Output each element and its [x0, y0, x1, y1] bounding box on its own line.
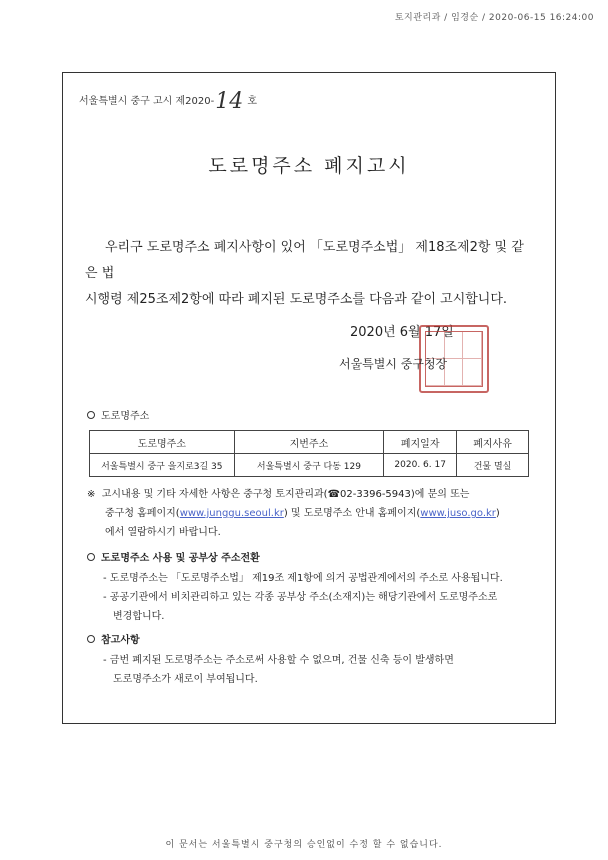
issuer-name: 서울특별시 중구청장 — [339, 357, 448, 371]
notes-item-1-line-1: - 금번 폐지된 도로명주소는 주소로써 사용할 수 없으며, 건물 신축 등이 발생하면 — [103, 655, 454, 666]
section-transition-heading: 도로명주소 사용 및 공부상 주소전환 — [87, 549, 260, 564]
section-notes-heading: 참고사항 — [87, 631, 140, 646]
transition-item-2-line-2: 변경합니다. — [113, 611, 165, 622]
document-frame — [62, 72, 556, 724]
reference-line-2: 중구청 홈페이지(www.junggu.seoul.kr) 및 도로명주소 안내 홈페이지(www.juso.go.kr) — [105, 508, 500, 519]
reference-note — [87, 485, 535, 542]
circle-bullet-icon — [87, 635, 95, 643]
intro-line-1: 우리구 도로명주소 폐지사항이 있어 「도로명주소법」 제18조제2항 및 같은 법 — [85, 240, 524, 281]
notes-item-1-line-2: 도로명주소가 새로이 부여됩니다. — [113, 674, 258, 685]
junggu-homepage-link[interactable]: www.junggu.seoul.kr — [179, 508, 284, 519]
reference-line-3: 에서 열람하시기 바랍니다. — [105, 527, 221, 538]
transition-item-2-line-1: - 공공기관에서 비치관리하고 있는 각종 공부상 주소(소재지)는 해당기관에서 도로명주소로 — [103, 592, 498, 603]
document-meta-header: 토지관리과 / 임경순 / 2020-06-15 16:24:00 — [394, 13, 594, 23]
notice-number-handwritten: 14 — [215, 89, 244, 114]
cell-abolish-date: 2020. 6. 17 — [384, 454, 457, 477]
notes-items — [103, 651, 533, 689]
table-row — [90, 454, 529, 477]
column-header-lot-address: 지번주소 — [234, 431, 384, 454]
column-header-road-address: 도로명주소 — [90, 431, 235, 454]
circle-bullet-icon — [87, 553, 95, 561]
intro-paragraph — [85, 235, 531, 313]
intro-line-2: 시행령 제25조제2항에 따라 폐지된 도로명주소를 다음과 같이 고시합니다. — [85, 292, 508, 307]
column-header-abolish-date: 폐지일자 — [384, 431, 457, 454]
notice-number-suffix: 호 — [247, 96, 258, 107]
document-footer-notice: 이 문서는 서울특별시 중구청의 승인없이 수정 할 수 없습니다. — [165, 840, 443, 850]
document-title: 도로명주소 폐지고시 — [208, 155, 410, 177]
reference-line-1: ※ 고시내용 및 기타 자세한 사항은 중구청 토지관리과(☎02-3396-5943)에 문의 또는 — [87, 489, 470, 500]
notice-number-line — [79, 85, 258, 114]
section-address-heading: 도로명주소 — [87, 407, 149, 422]
column-header-abolish-reason: 폐지사유 — [457, 431, 529, 454]
cell-lot-address: 서울특별시 중구 다동 129 — [234, 454, 384, 477]
cell-road-address: 서울특별시 중구 을지로3길 35 — [90, 454, 235, 477]
notice-number-prefix: 서울특별시 중구 고시 제2020- — [79, 96, 215, 107]
juso-homepage-link[interactable]: www.juso.go.kr — [420, 508, 496, 519]
transition-items — [103, 569, 533, 626]
table-header-row — [90, 431, 529, 454]
abolished-address-table — [89, 430, 529, 477]
circle-bullet-icon — [87, 411, 95, 419]
cell-abolish-reason: 건물 멸실 — [457, 454, 529, 477]
transition-item-1: - 도로명주소는 「도로명주소법」 제19조 제1항에 의거 공법관계에서의 주소로 사용됩니다. — [103, 573, 503, 584]
notice-date: 2020년 6월 17일 — [350, 325, 454, 340]
